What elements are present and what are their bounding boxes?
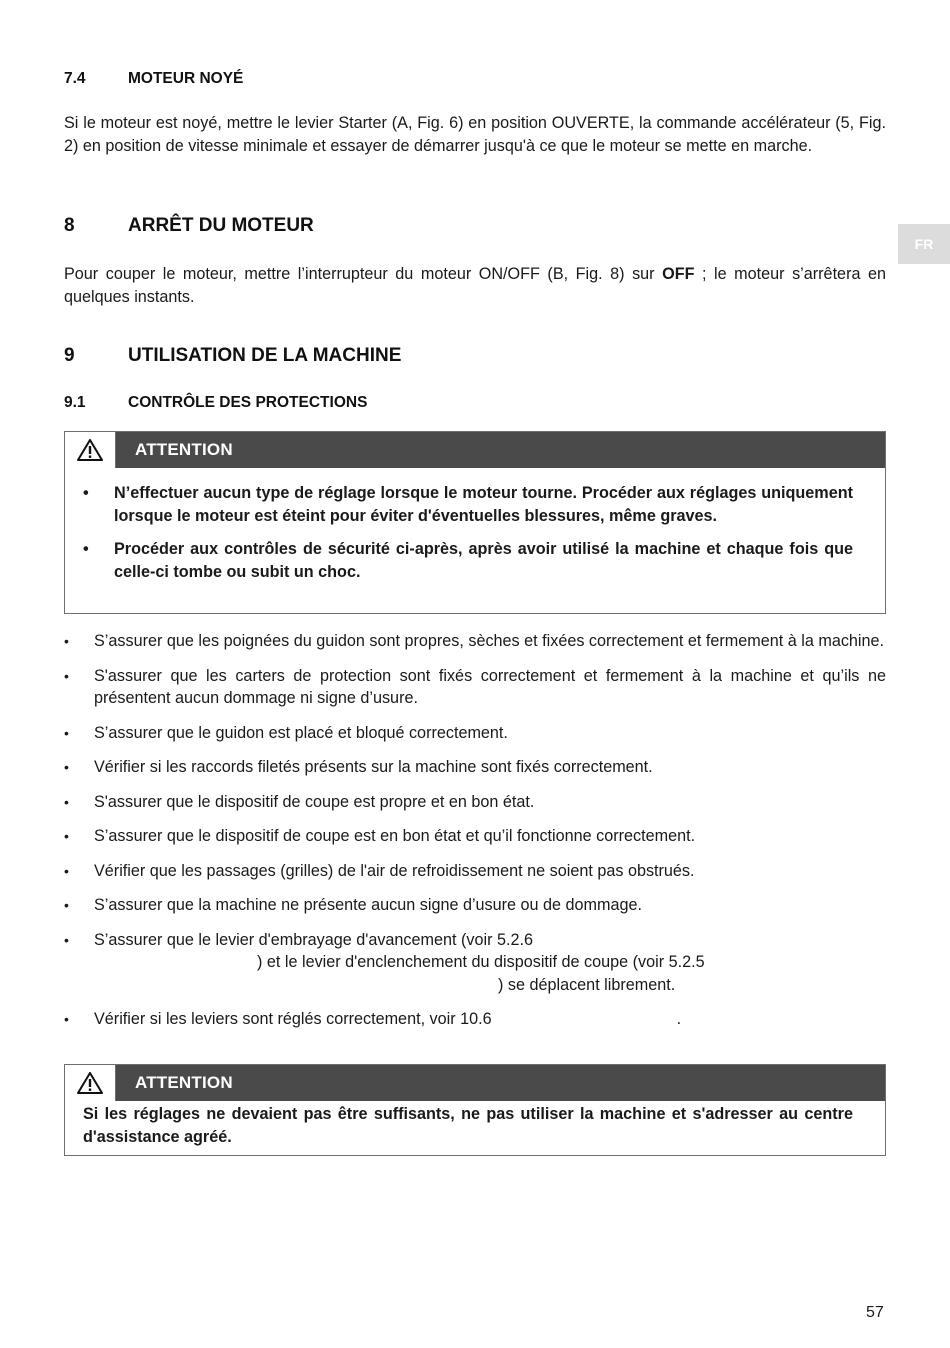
list-item-text: S'assurer que les carters de protection sont fixés correctement et fermement à la machine et qu’ils ne présentent aucun dommage ni signe d’usure. (94, 666, 886, 707)
attention-title: ATTENTION (135, 440, 233, 459)
list-item-text: S’assurer que le levier d'embrayage d'avancement (voir 5.2.6 (94, 930, 533, 949)
section-number: 9 (64, 345, 75, 366)
bullet: • (64, 793, 69, 810)
section-8-text (64, 263, 886, 308)
list-item-end: . (676, 1010, 682, 1028)
attention-box (64, 431, 886, 614)
attention-item (83, 538, 853, 583)
list-item-text: S'assurer que le dispositif de coupe est propre et en bon état. (94, 792, 535, 811)
section-7-4-text: Si le moteur est noyé, mettre le levier Starter (A, Fig. 6) en position OUVERTE, la commande accélérateur (5, Fig. 2) en position de vitesse minimale et essayer de démarrer jusqu'à ce que le moteur se mette en marche. (64, 114, 886, 155)
warning-triangle-icon (65, 1065, 116, 1101)
list-item (64, 791, 886, 814)
page-number: 57 (866, 1304, 884, 1321)
list-item-text: S’assurer que la machine ne présente aucun signe d’usure ou de dommage. (94, 896, 643, 914)
list-item-text: S’assurer que les poignées du guidon sont propres, sèches et fixées correctement et fermement à la machine. (94, 632, 885, 650)
attention-item-text: N’effectuer aucun type de réglage lorsque le moteur tourne. Procéder aux réglages uniquement lorsque le moteur est éteint pour éviter d'éventuelles blessures, même graves. (114, 484, 853, 525)
bullet: • (64, 931, 69, 948)
attention-title: ATTENTION (135, 1073, 233, 1092)
list-item (64, 894, 886, 917)
section-number: 8 (64, 215, 75, 236)
list-item-text: Vérifier que les passages (grilles) de l'air de refroidissement ne soient pas obstrués. (94, 861, 695, 880)
language-tab: FR (898, 224, 950, 264)
section-title: CONTRÔLE DES PROTECTIONS (128, 394, 368, 411)
section-number: 9.1 (64, 394, 86, 411)
list-item (64, 630, 886, 653)
bullet: • (64, 667, 69, 684)
list-item-text: Vérifier si les raccords filetés présents sur la machine sont fixés correctement. (94, 758, 653, 776)
list-item (64, 722, 886, 745)
attention-box-2 (64, 1064, 886, 1156)
attention-header (65, 1065, 885, 1101)
text-part: ; le moteur s’arrêtera en quelques instants. (64, 265, 886, 306)
list-item-levers-adjusted (64, 1008, 886, 1031)
bullet: • (64, 724, 69, 741)
checks-list (64, 630, 886, 1043)
text-part: Pour couper le moteur, mettre l’interrupteur du moteur ON/OFF (B, Fig. 8) sur (64, 265, 663, 283)
section-title: UTILISATION DE LA MACHINE (128, 345, 402, 366)
bullet: • (64, 759, 69, 775)
list-item-text: S’assurer que le dispositif de coupe est en bon état et qu’il fonctionne correctement. (94, 827, 696, 845)
bullet: • (64, 828, 69, 844)
list-item (64, 825, 886, 848)
attention-item (83, 482, 853, 527)
list-item-text: S’assurer que le guidon est placé et bloqué correctement. (94, 723, 508, 742)
section-7-4-heading (64, 70, 464, 90)
section-8-heading (64, 215, 464, 239)
section-title: MOTEUR NOYÉ (128, 70, 244, 87)
list-item (64, 665, 886, 710)
list-item-text: Vérifier si les leviers sont réglés correctement, voir 10.6 (94, 1010, 492, 1028)
attention-item-text: Procéder aux contrôles de sécurité ci-après, après avoir utilisé la machine et chaque fois que celle-ci tombe ou subit un choc. (114, 540, 853, 581)
section-number: 7.4 (64, 70, 86, 87)
warning-triangle-icon (65, 432, 116, 468)
bullet: • (83, 540, 89, 558)
section-9-heading (64, 345, 564, 369)
list-item (64, 860, 886, 883)
attention-header (65, 432, 885, 468)
section-9-1-heading (64, 394, 564, 414)
bullet: • (83, 484, 89, 502)
list-item-text: ) et le levier d'enclenchement du dispositif de coupe (voir 5.2.5 (257, 953, 705, 971)
list-item-text: ) se déplacent librement. (498, 975, 676, 994)
attention-text: Si les réglages ne devaient pas être suffisants, ne pas utiliser la machine et s'adresser au centre d'assistance agréé. (83, 1105, 853, 1146)
section-title: ARRÊT DU MOTEUR (128, 215, 314, 236)
bullet: • (64, 1011, 69, 1027)
attention-body (65, 468, 885, 600)
bullet: • (64, 897, 69, 913)
off-keyword: OFF (662, 265, 695, 283)
list-item-levers-free (64, 929, 886, 997)
bullet: • (64, 862, 69, 879)
bullet: • (64, 633, 69, 649)
list-item (64, 756, 886, 779)
